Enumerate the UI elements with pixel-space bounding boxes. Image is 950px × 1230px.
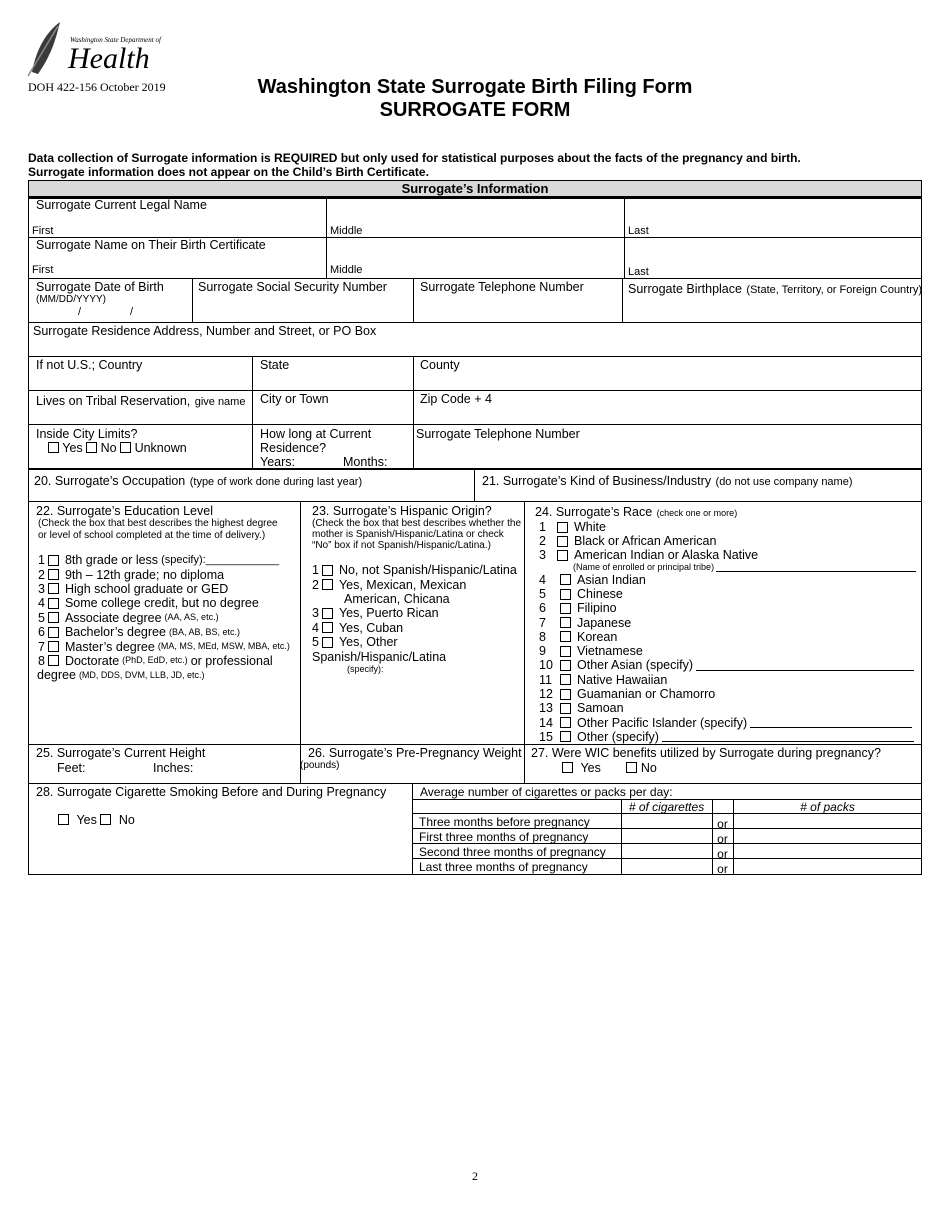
race-label: Korean: [577, 629, 618, 644]
grid-line: [28, 501, 922, 502]
howlong-label-1: How long at Current: [260, 427, 372, 441]
hispanic-label: Yes, Puerto Rican: [338, 606, 439, 621]
legal-middle-label[interactable]: Middle: [330, 225, 363, 237]
title-line-2: SURROGATE FORM: [379, 99, 571, 121]
education-list: [38, 553, 290, 683]
hispanic-item-continued: [312, 649, 517, 663]
education-item-continued: [37, 668, 290, 682]
smoking-row-label: Last three months of pregnancy: [419, 860, 588, 874]
race-label: White: [574, 520, 606, 535]
or-label: or: [717, 832, 728, 846]
hispanic-note-2: mother is Spanish/Hispanic/Latina or check: [312, 529, 504, 540]
hispanic-line2: Spanish/Hispanic/Latina: [312, 649, 447, 664]
education-note: (MA, MS, MEd, MSW, MBA, etc.): [157, 641, 290, 652]
education-note: (AA, AS, etc.): [164, 612, 219, 623]
race-checkbox[interactable]: [557, 550, 568, 561]
occupation-field[interactable]: [34, 472, 362, 490]
grid-line: [326, 197, 327, 278]
race-item: [539, 615, 916, 629]
hispanic-checkbox[interactable]: [322, 622, 333, 633]
title-line-1: Washington State Surrogate Birth Filing Form: [257, 76, 693, 98]
avg-cigs-label: Average number of cigarettes or packs per day:: [420, 785, 673, 799]
race-checkbox[interactable]: [560, 589, 571, 600]
page-number: 2: [472, 1169, 478, 1183]
hispanic-line2: American, Chicana: [344, 591, 450, 606]
grid-line: [28, 424, 922, 425]
education-checkbox[interactable]: [48, 598, 59, 609]
race-label: Chinese: [577, 587, 623, 601]
education-item: [38, 596, 290, 610]
feet-label[interactable]: Feet:: [57, 761, 86, 775]
race-label: American Indian or Alaska Native: [574, 548, 759, 563]
smoking-no-checkbox[interactable]: [100, 814, 111, 825]
race-label: Vietnamese: [577, 644, 643, 659]
hispanic-num: 4: [312, 620, 319, 635]
dob-format: (MM/DD/YYYY): [36, 294, 106, 305]
legal-last-label[interactable]: Last: [628, 225, 649, 237]
grid-line: [28, 356, 922, 357]
hispanic-label: Yes, Cuban: [338, 620, 404, 635]
race-checkbox[interactable]: [557, 522, 568, 533]
hispanic-title: 23. Surrogate’s Hispanic Origin?: [312, 504, 492, 518]
grid-line: [413, 278, 414, 322]
tribal-label: Lives on Tribal Reservation,: [36, 394, 191, 408]
race-label: Filipino: [577, 601, 617, 616]
race-checkbox[interactable]: [560, 660, 571, 671]
education-num: 8: [38, 653, 45, 668]
race-checkbox[interactable]: [560, 646, 571, 657]
race-num: 8: [539, 629, 546, 644]
race-title-note: (check one or more): [656, 508, 738, 518]
height-label: 25. Surrogate’s Current Height: [36, 746, 206, 760]
packs-input[interactable]: [734, 829, 921, 843]
smoking-no-label: No: [118, 813, 135, 827]
race-item: [539, 587, 916, 601]
education-item: [38, 553, 290, 567]
education-label: Associate degree: [64, 610, 162, 625]
years-label[interactable]: Years:: [260, 455, 295, 469]
grid-line: [622, 278, 623, 322]
race-checkbox[interactable]: [560, 674, 571, 685]
inches-label[interactable]: Inches:: [153, 761, 194, 775]
education-num: 6: [38, 625, 45, 640]
education-label: Master’s degree: [64, 639, 155, 654]
form-code: DOH 422-156 October 2019: [28, 80, 166, 94]
race-num: 10: [539, 658, 553, 673]
cigarettes-input[interactable]: [622, 844, 712, 858]
grid-line: [28, 197, 29, 875]
race-label: Other Pacific Islander (specify): [577, 715, 748, 730]
smoking-row-label: Second three months of pregnancy: [419, 845, 606, 859]
race-specify-line[interactable]: [750, 717, 912, 728]
education-checkbox[interactable]: [48, 583, 59, 594]
education-title: 22. Surrogate’s Education Level: [36, 504, 213, 518]
race-num: 5: [539, 587, 546, 601]
dob-label: Surrogate Date of Birth: [36, 280, 164, 294]
industry-note: (do not use company name): [715, 476, 853, 488]
wic-label: 27. Were WIC benefits utilized by Surrogate during pregnancy?: [531, 746, 881, 760]
race-checkbox[interactable]: [560, 574, 571, 585]
smoking-row-label: First three months of pregnancy: [419, 830, 589, 844]
education-note-1: (Check the box that best describes the highest degree: [38, 518, 278, 529]
hispanic-num: 5: [312, 635, 319, 650]
hispanic-specify-label: (specify):: [347, 664, 384, 675]
grid-line: [524, 501, 525, 783]
hispanic-specify[interactable]: [312, 664, 517, 676]
education-checkbox[interactable]: [48, 655, 59, 666]
education-checkbox[interactable]: [48, 612, 59, 623]
industry-label: 21. Surrogate’s Kind of Business/Industry: [482, 474, 712, 488]
grid-line: [413, 356, 414, 468]
race-num: 2: [539, 534, 546, 549]
race-checkbox[interactable]: [560, 703, 571, 714]
city-limits-options: [48, 441, 187, 455]
race-item: [539, 716, 916, 730]
grid-line: [474, 468, 475, 501]
city-limits-unknown-checkbox[interactable]: [120, 442, 131, 453]
grid-line: [624, 197, 625, 278]
smoking-yes-label: Yes: [76, 813, 97, 827]
cigarettes-input[interactable]: [622, 814, 712, 828]
race-num: 11: [539, 672, 552, 687]
race-num: 7: [539, 615, 546, 630]
section-title: Surrogate’s Information: [28, 180, 922, 197]
education-checkbox[interactable]: [48, 641, 59, 652]
col-cigarettes-header: # of cigarettes: [628, 800, 705, 814]
education-note: (BA, AB, BS, etc.): [168, 626, 240, 637]
race-list: [539, 520, 916, 744]
smoking-row-label: Three months before pregnancy: [419, 815, 590, 829]
city-limits-no-label: No: [100, 441, 117, 455]
pounds-label[interactable]: (pounds): [300, 760, 340, 771]
industry-field[interactable]: [482, 472, 853, 490]
race-checkbox[interactable]: [560, 689, 571, 700]
hispanic-num: 3: [312, 606, 319, 621]
hispanic-list: [312, 563, 517, 676]
birthplace-field[interactable]: [628, 280, 922, 298]
state-label[interactable]: State: [260, 358, 290, 372]
education-item: [38, 567, 290, 581]
health-logo: [26, 20, 166, 80]
education-num: 1: [38, 553, 45, 568]
grid-line: [192, 278, 193, 322]
race-item: [539, 520, 916, 534]
tribal-field[interactable]: [36, 392, 245, 410]
race-num: 1: [539, 520, 546, 535]
grid-line: [28, 744, 922, 745]
education-label: Some college credit, but no degree: [64, 596, 259, 611]
race-specify-line[interactable]: [696, 660, 914, 671]
notice-line-1: Data collection of Surrogate information is REQUIRED but only used for statistical purposes about the facts of the pregnancy and birth.: [28, 151, 801, 165]
city-limits-yes-checkbox[interactable]: [48, 442, 59, 453]
race-item: [539, 644, 916, 658]
wic-yes-label: Yes: [580, 761, 601, 775]
education-label: 8th grade or less: [64, 553, 159, 568]
hispanic-item: [312, 606, 517, 620]
race-specify-line[interactable]: [662, 731, 914, 742]
hispanic-checkbox[interactable]: [322, 579, 333, 590]
race-item: [539, 701, 916, 715]
grid-line: [28, 278, 922, 279]
hispanic-item-continued: [312, 592, 517, 606]
education-label: High school graduate or GED: [64, 581, 229, 596]
race-num: 12: [539, 687, 553, 702]
city-limits-no-checkbox[interactable]: [86, 442, 97, 453]
or-label: or: [717, 847, 728, 861]
legal-name-label: Surrogate Current Legal Name: [36, 198, 207, 212]
hispanic-note-1: (Check the box that best describes whether the: [312, 518, 522, 529]
page-title: [200, 76, 750, 122]
race-num: 4: [539, 572, 546, 587]
race-num: 3: [539, 548, 546, 563]
cigarettes-input[interactable]: [622, 859, 712, 873]
occupation-note: (type of work done during last year): [189, 476, 363, 488]
legal-first-label[interactable]: First: [32, 225, 54, 237]
birth-middle-label[interactable]: Middle: [330, 264, 363, 276]
race-label: Samoan: [577, 701, 624, 716]
education-label: Doctorate: [64, 653, 120, 668]
ssn-label[interactable]: Surrogate Social Security Number: [198, 280, 387, 294]
education-checkbox[interactable]: [48, 569, 59, 580]
education-note: (PhD, EdD, etc.): [122, 655, 188, 666]
race-tribe-note: (Name of enrolled or principal tribe): [573, 562, 715, 573]
hispanic-item: [312, 577, 517, 591]
race-label: Guamanian or Chamorro: [577, 687, 716, 702]
notice-line-2: Surrogate information does not appear on the Child’s Birth Certificate.: [28, 165, 429, 179]
cigarettes-input[interactable]: [622, 829, 712, 843]
hispanic-checkbox[interactable]: [322, 637, 333, 648]
residence-address-label[interactable]: Surrogate Residence Address, Number and Street, or PO Box: [33, 324, 377, 338]
race-item: [539, 601, 916, 615]
education-item: [38, 625, 290, 639]
education-note: (specify):____________: [161, 553, 280, 566]
hispanic-item: [312, 621, 517, 635]
education-checkbox[interactable]: [48, 627, 59, 638]
race-item: [539, 658, 916, 672]
hispanic-num: 2: [312, 577, 319, 592]
birth-cert-name-label: Surrogate Name on Their Birth Certificate: [36, 238, 266, 252]
country-label[interactable]: If not U.S.; Country: [36, 358, 143, 372]
hispanic-label: Yes, Other: [338, 635, 398, 650]
grid-line: [28, 322, 922, 323]
logo-department: Washington State Department of: [70, 36, 161, 44]
hispanic-item: [312, 563, 517, 577]
race-checkbox[interactable]: [560, 717, 571, 728]
education-num: 3: [38, 581, 45, 596]
smoking-yes-checkbox[interactable]: [58, 814, 69, 825]
grid-line: [252, 356, 253, 468]
education-checkbox[interactable]: [48, 555, 59, 566]
dob-field[interactable]: / /: [78, 306, 134, 318]
wic-no-checkbox[interactable]: [626, 762, 637, 773]
birthplace-label: Surrogate Birthplace: [628, 282, 742, 296]
race-title-row: [535, 503, 737, 521]
race-label: Black or African American: [574, 534, 717, 549]
zip-label[interactable]: Zip Code + 4: [420, 392, 492, 406]
race-num: 9: [539, 644, 546, 659]
hispanic-label: Yes, Mexican, Mexican: [338, 577, 467, 592]
education-label: 9th – 12th grade; no diploma: [64, 567, 225, 582]
smoking-label: 28. Surrogate Cigarette Smoking Before and During Pregnancy: [36, 785, 387, 799]
hispanic-item: [312, 635, 517, 649]
race-label: Other (specify): [577, 729, 659, 744]
howlong-label-2: Residence?: [260, 441, 327, 455]
grid-line: [28, 390, 922, 391]
education-item: [38, 582, 290, 596]
education-num: 5: [38, 610, 45, 625]
hispanic-checkbox[interactable]: [322, 565, 333, 576]
race-title: 24. Surrogate’s Race: [535, 505, 653, 519]
grid-line: [921, 197, 922, 875]
race-item: [539, 630, 916, 644]
birthplace-note: (State, Territory, or Foreign Country): [746, 284, 923, 296]
birth-last-label[interactable]: Last: [628, 266, 649, 278]
race-num: 14: [539, 715, 553, 730]
race-num: 13: [539, 701, 553, 716]
race-item: [539, 730, 916, 744]
phone-label[interactable]: Surrogate Telephone Number: [420, 280, 584, 294]
grid-line: [28, 874, 922, 875]
education-item: [38, 639, 290, 653]
education-num: 7: [38, 639, 45, 654]
grid-line: [28, 783, 922, 784]
grid-line: [300, 501, 301, 783]
race-tribe-line[interactable]: [716, 564, 916, 572]
race-checkbox[interactable]: [560, 631, 571, 642]
grid-line: [28, 468, 922, 470]
city-limits-yes-label: Yes: [62, 441, 83, 455]
race-checkbox[interactable]: [560, 731, 571, 742]
or-label: or: [717, 817, 728, 831]
logo-wordmark: Health: [68, 42, 150, 75]
birth-first-label[interactable]: First: [32, 264, 54, 276]
race-checkbox[interactable]: [560, 617, 571, 628]
col-packs-header: # of packs: [800, 800, 855, 814]
wic-options: [562, 761, 657, 775]
race-label: Japanese: [577, 615, 632, 630]
education-item: [38, 611, 290, 625]
weight-label: 26. Surrogate’s Pre-Pregnancy Weight: [308, 746, 522, 760]
or-label: or: [717, 862, 728, 876]
education-line2: degree: [37, 668, 76, 683]
race-num: 6: [539, 601, 546, 616]
education-note-2: or level of school completed at the time of delivery.): [38, 530, 266, 541]
race-checkbox[interactable]: [560, 603, 571, 614]
race-item: [539, 548, 916, 562]
education-item: [38, 654, 290, 668]
education-line2-note: (MD, DDS, DVM, LLB, JD, etc.): [78, 669, 205, 680]
packs-input[interactable]: [734, 844, 921, 858]
city-limits-label: Inside City Limits?: [36, 427, 138, 441]
phone2-label[interactable]: Surrogate Telephone Number: [416, 427, 580, 441]
hispanic-note-3: “No” box if not Spanish/Hispanic/Latina.): [312, 540, 491, 551]
education-num: 4: [38, 596, 45, 611]
education-label: Bachelor’s degree: [64, 625, 166, 640]
wic-yes-checkbox[interactable]: [562, 762, 573, 773]
race-item: [539, 673, 916, 687]
hispanic-label: No, not Spanish/Hispanic/Latina: [338, 563, 517, 578]
city-label[interactable]: City or Town: [260, 392, 329, 406]
hispanic-checkbox[interactable]: [322, 608, 333, 619]
county-label[interactable]: County: [420, 358, 460, 372]
race-label: Asian Indian: [577, 572, 646, 587]
race-checkbox[interactable]: [557, 536, 568, 547]
packs-input[interactable]: [734, 859, 921, 873]
hispanic-num: 1: [312, 563, 319, 578]
notice: [28, 151, 928, 179]
packs-input[interactable]: [734, 814, 921, 828]
race-num: 15: [539, 729, 553, 744]
education-num: 2: [38, 567, 45, 582]
race-tribe-row[interactable]: [539, 563, 916, 573]
smoking-options: [58, 813, 135, 827]
city-limits-unknown-label: Unknown: [134, 441, 187, 455]
race-item: [539, 573, 916, 587]
race-item: [539, 687, 916, 701]
race-label: Other Asian (specify): [577, 658, 694, 673]
race-item: [539, 534, 916, 548]
months-label[interactable]: Months:: [343, 455, 388, 469]
occupation-label: 20. Surrogate’s Occupation: [34, 474, 186, 488]
wic-no-label: No: [640, 761, 657, 775]
race-label: Native Hawaiian: [577, 672, 668, 687]
education-suffix: or professional: [190, 653, 273, 668]
tribal-note: give name: [194, 396, 246, 408]
